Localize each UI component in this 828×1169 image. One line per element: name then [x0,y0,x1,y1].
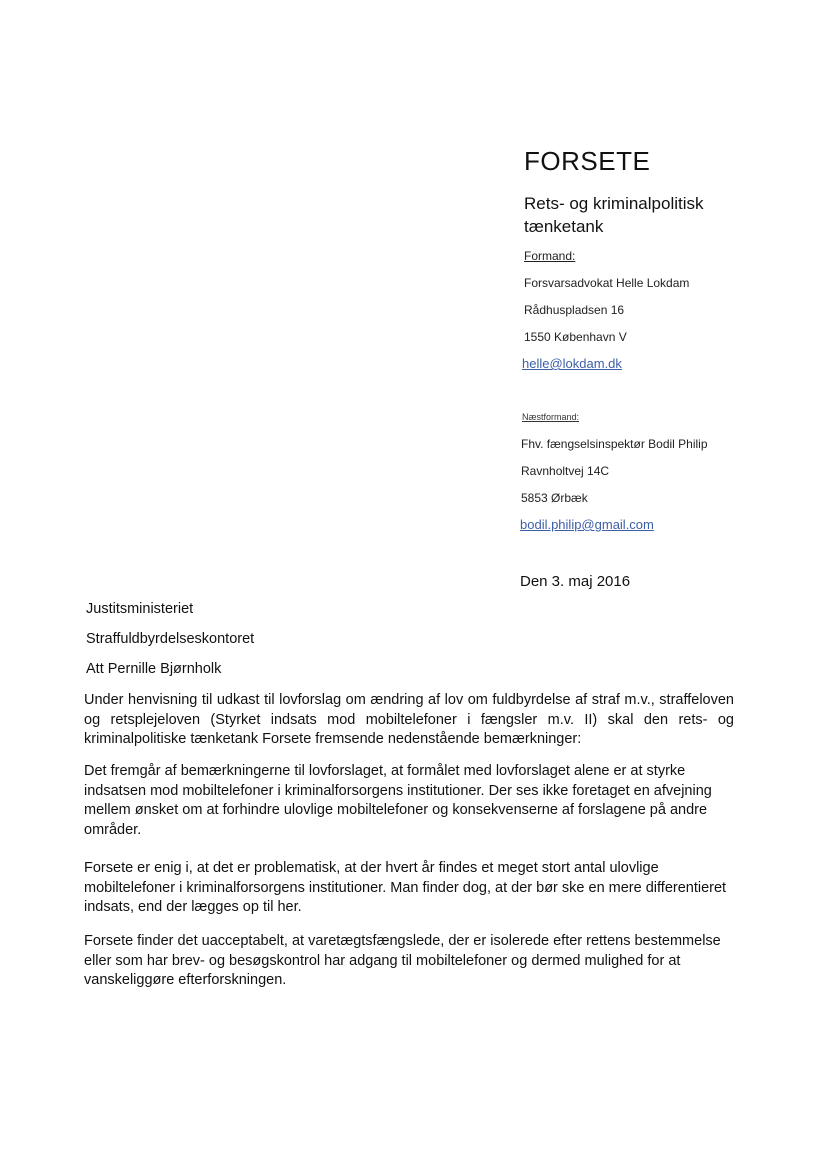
body-paragraph-1: Under henvisning til udkast til lovforslag om ændring af lov om fuldbyrdelse af straf m.v., straffeloven og retsplejeloven (Styrket indsats mod mobiltelefoner i fængsler m.v. II) skal den rets- og kriminalpolitiske tænketank Forsete fremsende nedenstående bemærkninger: [84,692,734,747]
vice-chair-label: Næstformand: [522,412,580,422]
recipient-line-3: Att Pernille Bjørnholk [86,661,222,677]
vice-chair-email-link[interactable]: bodil.philip@gmail.com [520,517,654,532]
recipient-line-1: Justitsministeriet [86,601,194,617]
body-paragraph-4: Forsete finder det uacceptabelt, at varetægtsfængslede, der er isolerede efter rettens bestemmelse eller som har brev- og besøgskontrol har adgang til mobiltelefoner og dermed mulighed for at vanskeliggøre efterforskningen. [84,933,721,988]
chair-street: Rådhuspladsen 16 [524,303,625,317]
vice-chair-street: Ravnholtvej 14C [521,464,610,478]
chair-label: Formand: [524,249,576,263]
letter-date: Den 3. maj 2016 [520,573,631,590]
chair-email-link[interactable]: helle@lokdam.dk [522,356,622,371]
recipient-line-2: Straffuldbyrdelseskontoret [86,631,255,647]
chair-name: Forsvarsadvokat Helle Lokdam [524,276,690,290]
body-paragraph-3: Forsete er enig i, at det er problematisk, at der hvert år findes et meget stort antal ulovlige mobiltelefoner i kriminalforsorgens institutioner. Man finder dog, at der bør ske en mere differentieret indsats, end der lægges op til her. [84,860,727,915]
chair-city: 1550 København V [524,330,627,344]
org-subtitle: Rets- og kriminalpolitisk tænketank [524,194,704,236]
body-paragraph-2: Det fremgår af bemærkningerne til lovforslaget, at formålet med lovforslaget alene er at styrke indsatsen mod mobiltelefoner i kriminalforsorgens institutioner. Der ses ikke foretaget en afvejning mellem ønsket om at forhindre ulovlige mobiltelefoner og konsekvenserne af forslagene på andre områder. [84,763,712,838]
vice-chair-name: Fhv. fængselsinspektør Bodil Philip [521,437,708,451]
vice-chair-city: 5853 Ørbæk [521,491,588,505]
org-name: FORSETE [524,146,651,176]
